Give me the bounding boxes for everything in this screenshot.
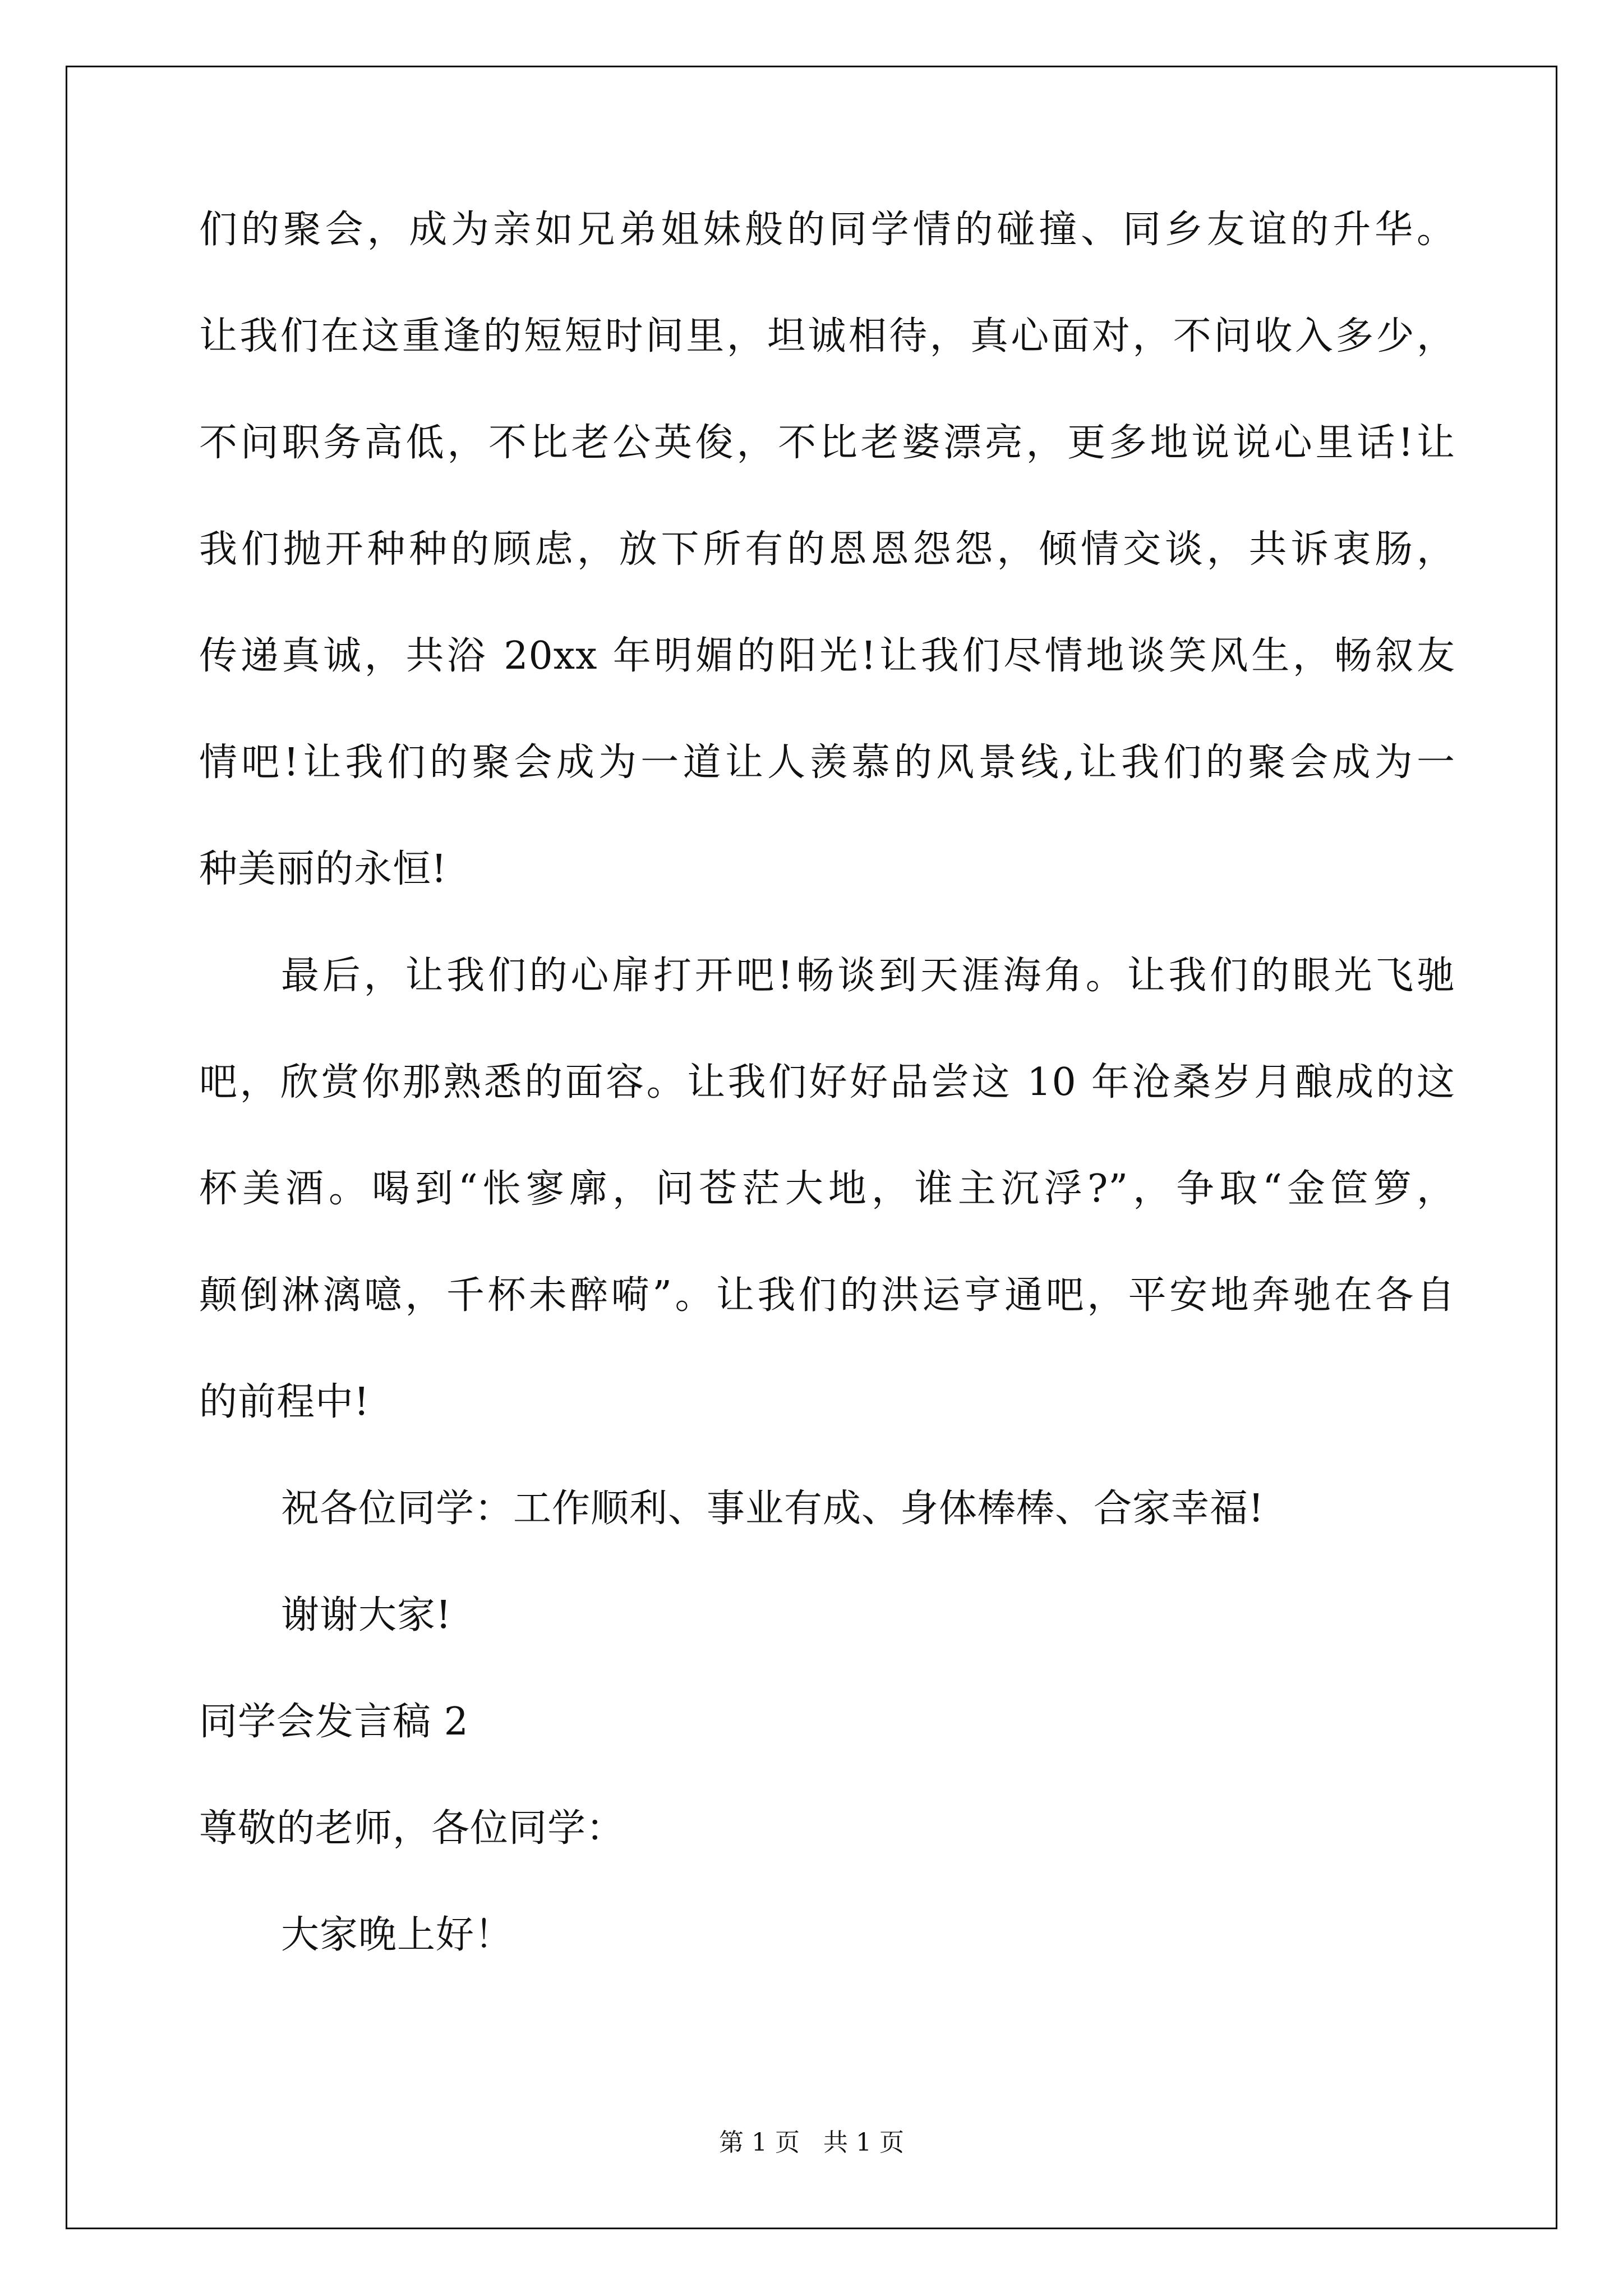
page-number: 第 1 页: [719, 2128, 800, 2157]
text-line: 我们抛开种种的顾虑，放下所有的恩恩怨怨，倾情交谈，共诉衷肠，: [199, 527, 1455, 572]
page-footer: [0, 2126, 1623, 2160]
thanks-line: 谢谢大家!: [281, 1593, 452, 1637]
section-title: 同学会发言稿 2: [199, 1700, 469, 1744]
greeting: 大家晚上好！: [281, 1913, 514, 1957]
text-line: 传递真诚，共浴 20xx 年明媚的阳光!让我们尽情地谈笑风生，畅叙友: [199, 634, 1455, 678]
text-line: 们的聚会，成为亲如兄弟姐妹般的同学情的碰撞、同乡友谊的升华。: [199, 208, 1455, 252]
text-line: 吧，欣赏你那熟悉的面容。让我们好好品尝这 10 年沧桑岁月酿成的这: [199, 1060, 1455, 1105]
text-line: 杯美酒。喝到“怅寥廓，问苍茫大地，谁主沉浮?”，争取“金笸箩，: [199, 1167, 1455, 1211]
text-line: 情吧!让我们的聚会成为一道让人羡慕的风景线,让我们的聚会成为一: [199, 740, 1455, 785]
salutation: 尊敬的老师，各位同学：: [199, 1806, 625, 1851]
text-line: 的前程中!: [199, 1380, 370, 1424]
paragraph-first-line: 最后，让我们的心扉打开吧!畅谈到天涯海角。让我们的眼光飞驰: [281, 954, 1455, 998]
page-border: [66, 66, 1557, 2229]
text-line: 让我们在这重逢的短短时间里，坦诚相待，真心面对，不问收入多少，: [199, 314, 1455, 358]
text-line: 种美丽的永恒!: [199, 847, 448, 891]
text-line: 颠倒淋漓噫，千杯未醉嗬”。让我们的洪运亨通吧，平安地奔驰在各自: [199, 1273, 1455, 1318]
page-total: 共 1 页: [823, 2128, 904, 2157]
text-line: 不问职务高低，不比老公英俊，不比老婆漂亮，更多地说说心里话!让: [199, 421, 1455, 465]
wishes-line: 祝各位同学：工作顺利、事业有成、身体棒棒、合家幸福!: [281, 1487, 1265, 1531]
